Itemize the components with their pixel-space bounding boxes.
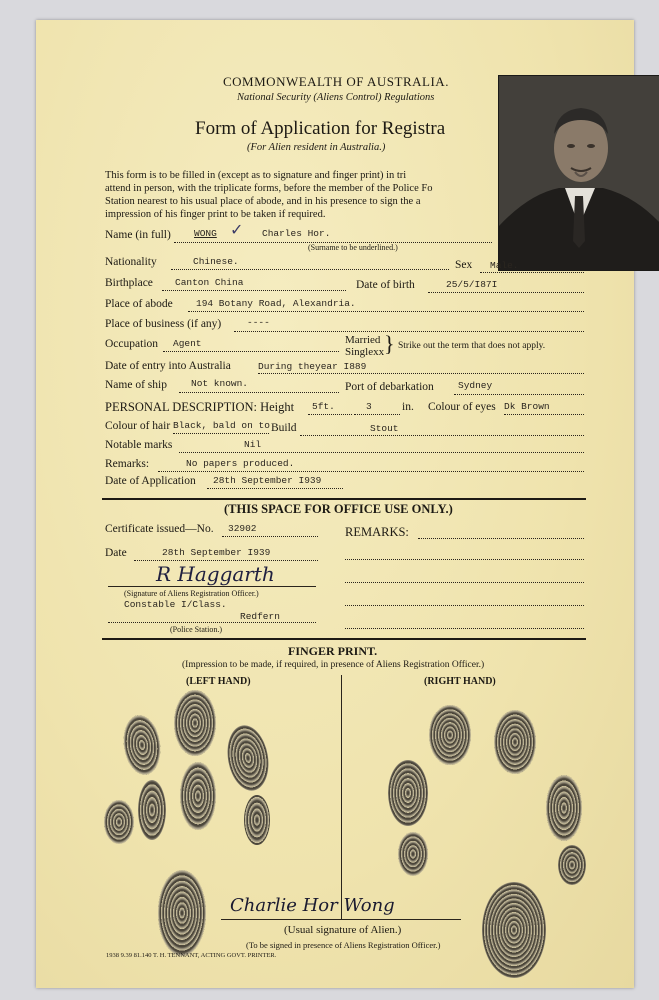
single-label: Singlexx [345, 346, 385, 358]
fingerprint-heading: FINGER PRINT. [288, 644, 378, 658]
instructions-line-1: This form is to be filled in (except as to signature and finger print) in tri [105, 170, 407, 181]
abode-value: 194 Botany Road, Alexandria. [196, 298, 356, 309]
officer-signature-line [108, 586, 316, 587]
business-line [234, 331, 584, 332]
application-date-line [207, 488, 343, 489]
certificate-line [222, 536, 318, 537]
surname-note: (Surname to be underlined.) [308, 243, 398, 252]
ship-value: Not known. [191, 378, 249, 389]
strike-note: Strike out the term that does not apply. [398, 341, 546, 351]
instructions-line-4: impression of his finger print to be taken if required. [105, 209, 326, 220]
presence-note: (To be signed in presence of Aliens Registration Officer.) [246, 940, 441, 950]
eyes-label: Colour of eyes [428, 401, 496, 413]
issue-date-label: Date [105, 547, 127, 559]
left-middle-lower-print [180, 762, 216, 830]
occupation-value: Agent [173, 338, 202, 349]
office-top-rule [102, 498, 586, 500]
given-names-value: Charles Hor. [262, 228, 331, 239]
alien-signature-line [221, 919, 461, 920]
remarks-label: Remarks: [105, 458, 150, 470]
check-mark-icon: ✓ [230, 220, 244, 239]
date-of-birth-line [428, 292, 584, 293]
left-ring-fingerprint [223, 722, 274, 794]
constable-value: Constable I/Class. [124, 599, 227, 610]
business-value: ---- [247, 317, 270, 328]
form-title: Form of Application for Registra [195, 118, 446, 139]
hair-value: Black, bald on to [173, 420, 270, 431]
police-station-value: Redfern [240, 611, 280, 622]
office-remarks-line-2 [345, 559, 584, 560]
office-remarks-line-1 [418, 538, 584, 539]
nationality-label: Nationality [105, 256, 157, 268]
abode-line [188, 311, 584, 312]
officer-signature-note: (Signature of Aliens Registration Officer.) [124, 589, 259, 598]
entry-date-label: Date of entry into Australia [105, 360, 231, 372]
sex-value: Male. [490, 260, 519, 271]
issue-date-value: 28th September I939 [162, 547, 271, 558]
hand-divider [341, 675, 342, 920]
fingerprint-top-rule [102, 638, 586, 640]
birthplace-label: Birthplace [105, 277, 153, 289]
eyes-line [504, 414, 584, 415]
entry-date-value: During theyear I889 [258, 361, 367, 372]
left-hand-label: (LEFT HAND) [186, 676, 251, 687]
right-thumb-fingerprint [482, 882, 546, 978]
inches-label: in. [402, 401, 414, 413]
sex-label: Sex [455, 259, 473, 271]
ship-label: Name of ship [105, 379, 167, 391]
right-little-fingerprint [388, 760, 428, 826]
certificate-label: Certificate issued—No. [105, 523, 214, 535]
notable-marks-line [179, 452, 584, 453]
nationality-line [171, 269, 449, 270]
sex-line [480, 272, 584, 273]
left-index-lower-print [138, 780, 166, 840]
left-thumb-fingerprint [158, 870, 206, 956]
hair-line [173, 433, 269, 434]
instructions-line-2: attend in person, with the triplicate forms, before the member of the Police Fo [105, 183, 433, 194]
right-little-lower-print [398, 832, 428, 876]
build-label: Build [271, 422, 297, 434]
left-ring-lower-print [244, 795, 270, 845]
birthplace-line [162, 290, 346, 291]
right-middle-fingerprint [494, 710, 536, 774]
usual-signature-note: (Usual signature of Alien.) [284, 924, 402, 936]
office-remarks-label: REMARKS: [345, 525, 409, 539]
left-middle-fingerprint [174, 690, 216, 756]
form-subtitle: (For Alien resident in Australia.) [247, 142, 386, 153]
port-line [454, 394, 584, 395]
height-in-line [354, 414, 400, 415]
business-label: Place of business (if any) [105, 318, 222, 330]
left-little-fingerprint [104, 800, 134, 844]
occupation-label: Occupation [105, 338, 159, 350]
fingerprint-note: (Impression to be made, if required, in presence of Aliens Registration Officer.) [182, 660, 485, 670]
nationality-value: Chinese. [193, 256, 239, 267]
instructions-line-3: Station nearest to his usual place of abode, and in his presence to sign the a [105, 196, 421, 207]
abode-label: Place of abode [105, 298, 173, 310]
left-index-fingerprint [120, 713, 164, 777]
application-date-value: 28th September I939 [213, 475, 322, 486]
printer-footer: 1938 9.39 81.140 T. H. TENNANT, ACTING GOVT. PRINTER. [106, 952, 277, 959]
notable-marks-value: Nil [244, 439, 262, 450]
certificate-value: 32902 [228, 523, 257, 534]
police-station-note: (Police Station.) [170, 625, 222, 634]
office-remarks-line-5 [345, 628, 584, 629]
occupation-line [163, 351, 339, 352]
application-date-label: Date of Application [105, 475, 196, 487]
entry-date-line [258, 373, 584, 374]
eyes-value: Dk Brown [504, 401, 550, 412]
build-value: Stout [370, 423, 399, 434]
ship-line [179, 392, 339, 393]
build-line [300, 435, 584, 436]
personal-description-label: PERSONAL DESCRIPTION: Height [105, 400, 295, 414]
application-form-page [36, 20, 634, 988]
birthplace-value: Canton China [175, 277, 244, 288]
right-hand-label: (RIGHT HAND) [424, 676, 496, 687]
office-use-heading: (THIS SPACE FOR OFFICE USE ONLY.) [224, 502, 453, 516]
remarks-value: No papers produced. [186, 458, 295, 469]
brace-mark: } [384, 331, 395, 356]
right-ring-lower-print [558, 845, 586, 885]
officer-signature: R Haggarth [156, 562, 275, 586]
right-index-fingerprint [429, 705, 471, 765]
notable-marks-label: Notable marks [105, 439, 173, 451]
police-station-line [108, 622, 316, 623]
height-in-value: 3 [366, 401, 372, 412]
regulations-heading: National Security (Aliens Control) Regulations [237, 92, 435, 103]
remarks-line [158, 471, 584, 472]
right-ring-fingerprint [546, 775, 582, 841]
alien-signature: Charlie Hor Wong [230, 895, 395, 916]
height-ft-line [308, 414, 352, 415]
port-value: Sydney [458, 380, 493, 391]
married-label: Married [345, 334, 381, 346]
name-label: Name (in full) [105, 229, 171, 241]
port-label: Port of debarkation [345, 381, 434, 393]
office-remarks-line-3 [345, 582, 584, 583]
date-of-birth-value: 25/5/I87I [446, 279, 498, 290]
applicant-photo [498, 75, 659, 271]
issue-date-line [134, 560, 318, 561]
date-of-birth-label: Date of birth [356, 279, 415, 291]
office-remarks-line-4 [345, 605, 584, 606]
height-ft-value: 5ft. [312, 401, 335, 412]
hair-label: Colour of hair [105, 420, 171, 432]
commonwealth-heading: COMMONWEALTH OF AUSTRALIA. [223, 74, 449, 89]
applicant-portrait-image [499, 76, 659, 271]
surname-value: WONG [194, 228, 217, 239]
